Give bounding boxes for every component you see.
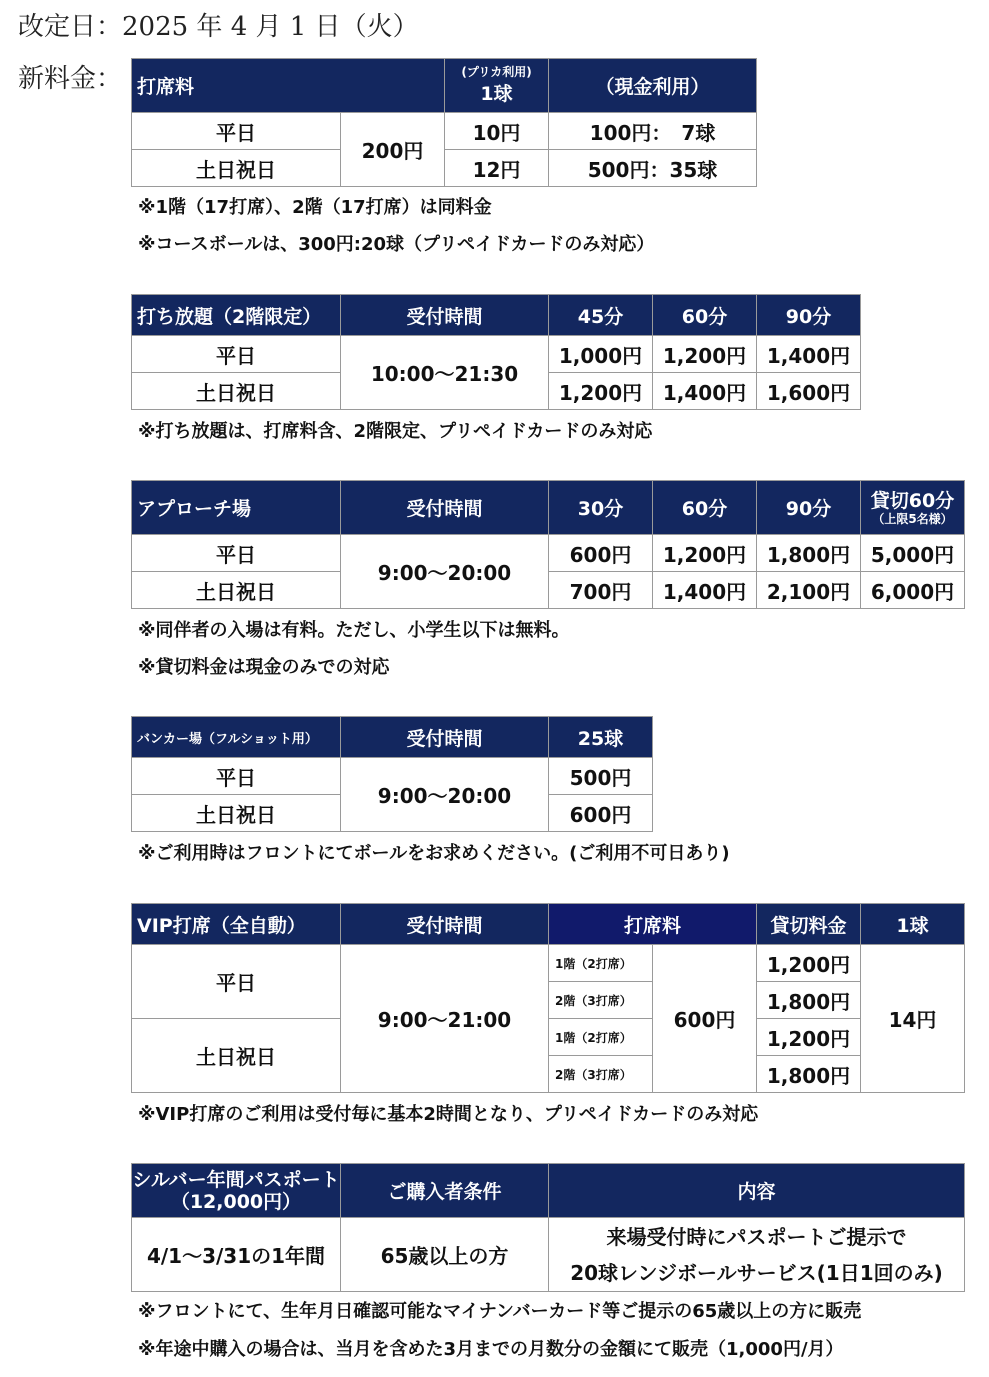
content-header: 内容 <box>549 1164 965 1218</box>
reception-time: 9:00～20:00 <box>341 758 549 832</box>
vip-table <box>131 903 965 1093</box>
silver-pass-price: （12,000円） <box>170 1190 302 1213</box>
price-cell: 1,400円 <box>757 336 861 373</box>
charter-price: 1,800円 <box>757 982 861 1019</box>
col-60min: 60分 <box>653 295 757 336</box>
ball-price-weekday: 10円 <box>445 113 549 150</box>
weekday-label: 平日 <box>132 535 341 572</box>
vip-ball-price: 14円 <box>861 945 965 1093</box>
weekday-label: 平日 <box>132 336 341 373</box>
weekday-label: 平日 <box>132 113 341 150</box>
price-cell: 6,000円 <box>861 572 965 609</box>
purchase-condition-header: ご購入者条件 <box>341 1164 549 1218</box>
price-cell: 1,400円 <box>653 572 757 609</box>
pass-period: 4/1～3/31の1年間 <box>132 1218 341 1292</box>
weekday-label: 平日 <box>132 945 341 1019</box>
reception-time-header: 受付時間 <box>341 481 549 535</box>
col-90min: 90分 <box>757 295 861 336</box>
per-ball-header: 1球 <box>861 904 965 945</box>
bunker-header: バンカー場（フルショット用） <box>132 717 341 758</box>
price-cell: 1,600円 <box>757 373 861 410</box>
cash-header: （現金利用） <box>549 59 757 113</box>
seat-note-2: ※コースボールは、300円:20球（プリペイドカードのみ対応） <box>138 234 655 255</box>
seat-fee-table <box>131 58 757 187</box>
price-cell: 1,200円 <box>653 336 757 373</box>
holiday-label: 土日祝日 <box>132 150 341 187</box>
holiday-label: 土日祝日 <box>132 572 341 609</box>
vip-header: VIP打席（全自動） <box>132 904 341 945</box>
seat-fee-header: 打席料 <box>132 59 445 113</box>
silver-pass-title: シルバー年間パスポート <box>132 1168 340 1191</box>
col-charter-60min <box>861 481 965 535</box>
price-cell: 2,100円 <box>757 572 861 609</box>
price-cell: 1,200円 <box>549 373 653 410</box>
seat-fee-header: 打席料 <box>549 904 757 945</box>
col-30min: 30分 <box>549 481 653 535</box>
new-price-label: 新料金： <box>18 64 123 94</box>
ball-price-holiday: 12円 <box>445 150 549 187</box>
approach-note-1: ※同伴者の入場は有料。ただし、小学生以下は無料。 <box>138 620 570 641</box>
pass-content-line-2: 20球レンジボールサービス(1日1回のみ) <box>570 1260 943 1285</box>
charter-price: 1,800円 <box>757 1056 861 1093</box>
price-cell: 1,000円 <box>549 336 653 373</box>
approach-header: アプローチ場 <box>132 481 341 535</box>
seat-price: 200円 <box>341 113 445 187</box>
charter-price: 1,200円 <box>757 945 861 982</box>
price-cell: 700円 <box>549 572 653 609</box>
reception-time: 9:00～20:00 <box>341 535 549 609</box>
prepaid-label: (プリカ利用) <box>461 65 532 79</box>
price-cell: 1,400円 <box>653 373 757 410</box>
purchase-condition: 65歳以上の方 <box>341 1218 549 1292</box>
silver-pass-header <box>132 1164 341 1218</box>
cash-price-2: 500円：35球 <box>549 150 757 187</box>
approach-table <box>131 480 965 609</box>
reception-time: 9:00～21:00 <box>341 945 549 1093</box>
holiday-label: 土日祝日 <box>132 373 341 410</box>
price-cell: 1,800円 <box>757 535 861 572</box>
unlimited-note: ※打ち放題は、打席料含、2階限定、プリペイドカードのみ対応 <box>138 421 653 442</box>
reception-time-header: 受付時間 <box>341 717 549 758</box>
prepaid-ball-header <box>445 59 549 113</box>
col-60min: 60分 <box>653 481 757 535</box>
reception-time: 10:00～21:30 <box>341 336 549 410</box>
price-cell: 600円 <box>549 535 653 572</box>
silver-note-1: ※フロントにて、生年月日確認可能なマイナンバーカード等ご提示の65歳以上の方に販売 <box>138 1301 862 1322</box>
vip-seat-price: 600円 <box>653 945 757 1093</box>
pass-content-line-1: 来場受付時にパスポートご提示で <box>606 1224 907 1249</box>
per-ball-label: 1球 <box>480 83 513 105</box>
floor-label: 2階（3打席） <box>549 1056 653 1093</box>
price-cell: 1,200円 <box>653 535 757 572</box>
pass-content <box>549 1218 965 1292</box>
charter-limit: （上限5名様） <box>872 511 953 526</box>
charter-fee-header: 貸切料金 <box>757 904 861 945</box>
floor-label: 1階（2打席） <box>549 945 653 982</box>
price-cell: 500円 <box>549 758 653 795</box>
reception-time-header: 受付時間 <box>341 904 549 945</box>
col-45min: 45分 <box>549 295 653 336</box>
reception-time-header: 受付時間 <box>341 295 549 336</box>
holiday-label: 土日祝日 <box>132 1019 341 1093</box>
weekday-label: 平日 <box>132 758 341 795</box>
floor-label: 1階（2打席） <box>549 1019 653 1056</box>
charter-label: 貸切60分 <box>870 489 955 512</box>
seat-note-1: ※1階（17打席）、2階（17打席）は同料金 <box>138 197 492 218</box>
bunker-note: ※ご利用時はフロントにてボールをお求めください。(ご利用不可日あり) <box>138 843 730 864</box>
cash-price-1: 100円： 7球 <box>549 113 757 150</box>
bunker-table <box>131 716 653 832</box>
revision-date: 改定日：2025 年 4 月 1 日（火） <box>18 12 419 42</box>
floor-label: 2階（3打席） <box>549 982 653 1019</box>
col-90min: 90分 <box>757 481 861 535</box>
vip-note: ※VIP打席のご利用は受付毎に基本2時間となり、プリペイドカードのみ対応 <box>138 1104 759 1125</box>
price-cell: 5,000円 <box>861 535 965 572</box>
col-25balls: 25球 <box>549 717 653 758</box>
unlimited-table <box>131 294 861 410</box>
unlimited-header: 打ち放題（2階限定） <box>132 295 341 336</box>
holiday-label: 土日祝日 <box>132 795 341 832</box>
charter-price: 1,200円 <box>757 1019 861 1056</box>
silver-pass-table <box>131 1163 965 1292</box>
approach-note-2: ※貸切料金は現金のみでの対応 <box>138 657 390 678</box>
price-cell: 600円 <box>549 795 653 832</box>
silver-note-2: ※年途中購入の場合は、当月を含めた3月までの月数分の金額にて販売（1,000円/月） <box>138 1339 844 1360</box>
